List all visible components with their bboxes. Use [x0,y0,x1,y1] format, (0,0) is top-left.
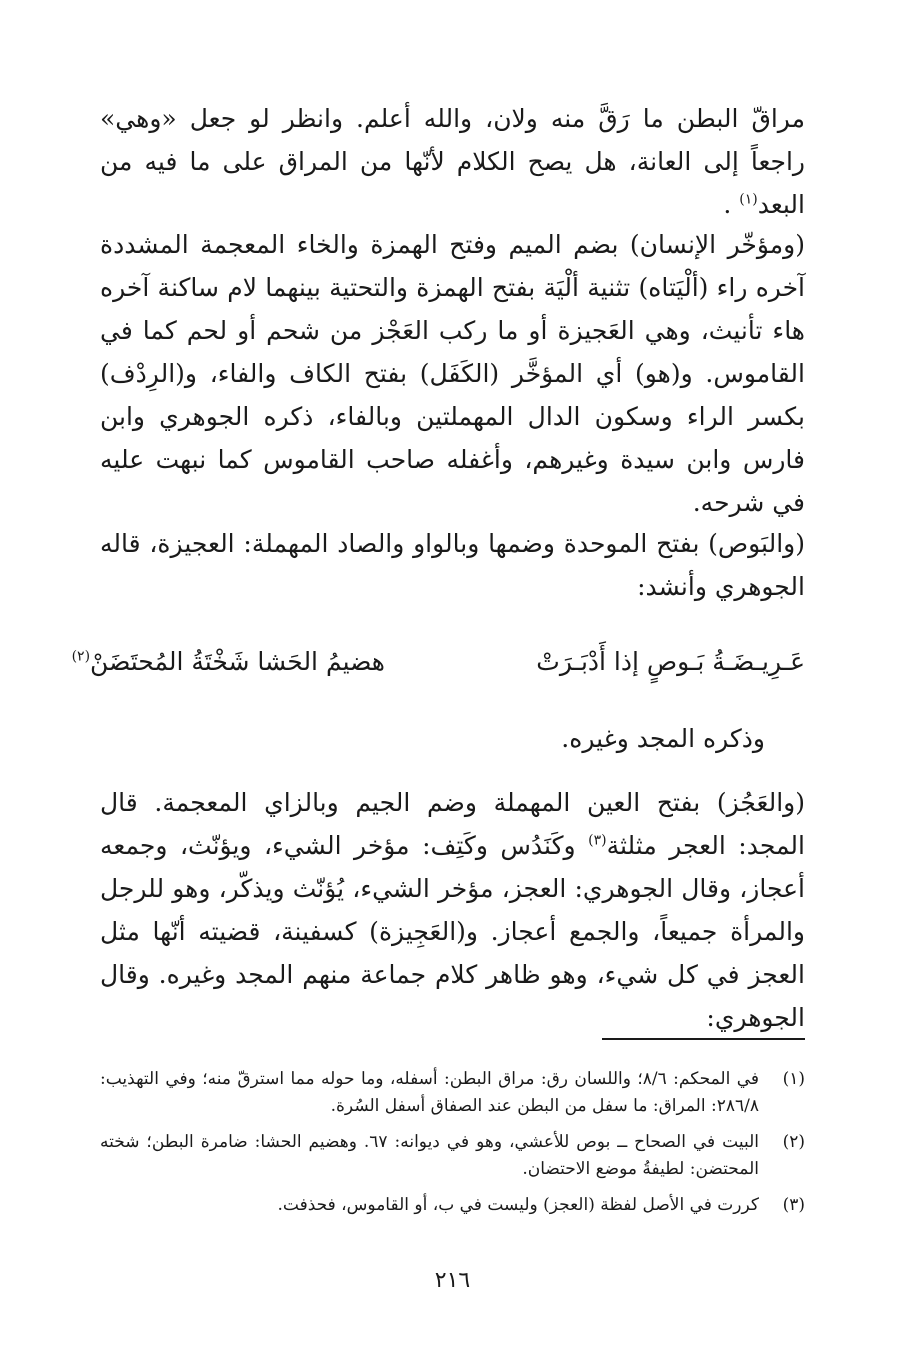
footnote-3 [100,1192,805,1219]
paragraph-2 [100,223,805,524]
footnote-marker-2[interactable]: (٢) [71,648,91,665]
footnote-text: كررت في الأصل لفظة (العجز) وليست في ب، أو القاموس، فحذفت. [277,1195,759,1215]
verse-second-hemistich-text: هضيمُ الحَشا شَخْتَةُ المُحتَضَنْ [90,647,385,676]
paragraph-5 [100,781,805,1039]
paragraph-1-text: مراقّ البطن ما رَقَّ منه ولان، والله أعلم. وانظر لو جعل «وهي» راجعاً إلى العانة، هل يصح الكلام لأنّها من المراق على ما فيه من البعد [100,104,805,219]
paragraph-1-end: . [723,190,740,219]
footnote-number: (٣) [782,1195,805,1215]
verse-second-hemistich [72,640,385,683]
footnote-2 [100,1129,805,1183]
footnote-separator [602,1038,805,1040]
footnote-number: (٢) [782,1132,805,1152]
paragraph-3-text: (والبَوص) بفتح الموحدة وضمها وبالواو والصاد المهملة: العجيزة، قاله الجوهري وأنشد: [100,529,805,601]
paragraph-4 [100,717,765,760]
paragraph-2-text: (ومؤخّر الإنسان) بضم الميم وفتح الهمزة والخاء المعجمة المشددة آخره راء (ألْيَتاه) تثنية ألْيَة بفتح الهمزة والتحتية بينهما لام ساكنة آخره هاء تأنيث، وهي العَجيزة أو ما ركب العَجْز من شحم أو لحم كما في القاموس. و(هو) أي المؤخَّر (الكَفَل) بفتح الكاف والفاء، و(الرِدْف) بكسر الراء وسكون الدال المهملتين وبالفاء، ذكره الجوهري وابن فارس وابن سيدة وغيرهم، وأغفله صاحب القاموس كما نبهت عليه في شرحه. [100,230,805,517]
footnote-text: في المحكم: ٨/٦؛ واللسان رق: مراق البطن: أسفله، وما حوله مما استرقّ منه؛ وفي التهذيب: ٢٨٦/٨: المراق: ما سفل من البطن عند الصفاق أسفل السُرة. [100,1069,759,1116]
footnote-text: البيت في الصحاح ــ بوص للأعشي، وهو في ديوانه: ٦٧. وهضيم الحشا: ضامرة البطن؛ شخته المحتضن: لطيفةُ موضع الاحتضان. [100,1132,759,1179]
paragraph-5-text-b: وكَنَدُس وكَتِف: مؤخر الشيء، ويؤنّث، وجمعه أعجاز، وقال الجوهري: العجز، مؤخر الشيء، يُؤنّث ويذكّر، وهو للرجل والمرأة جميعاً، والجمع أعجاز. و(العَجِيزة) كسفينة، قضيته أنّها مثل العجز في كل شيء، وهو ظاهر كلام جماعة منهم المجد وغيره. وقال الجوهري: [100,831,805,1032]
paragraph-3 [100,522,805,608]
footnotes [100,1066,805,1228]
page-number: ٢١٦ [434,1268,471,1293]
footnote-1 [100,1066,805,1120]
footnote-number: (١) [782,1069,805,1089]
paragraph-4-text: وذكره المجد وغيره. [561,724,765,753]
poetry-verse [71,640,805,683]
paragraph-5-text-a: (والعَجُز) بفتح العين المهملة وضم الجيم وبالزاي المعجمة. قال المجد: العجر مثلثة [100,788,805,860]
verse-first-hemistich: عَـرِيـضَـةُ بَـوصٍ إذا أَدْبَـرَتْ [536,647,805,676]
paragraph-1 [100,97,805,226]
footnote-marker-3[interactable]: (٣) [588,832,607,849]
footnote-marker-1[interactable]: (١) [739,191,758,208]
